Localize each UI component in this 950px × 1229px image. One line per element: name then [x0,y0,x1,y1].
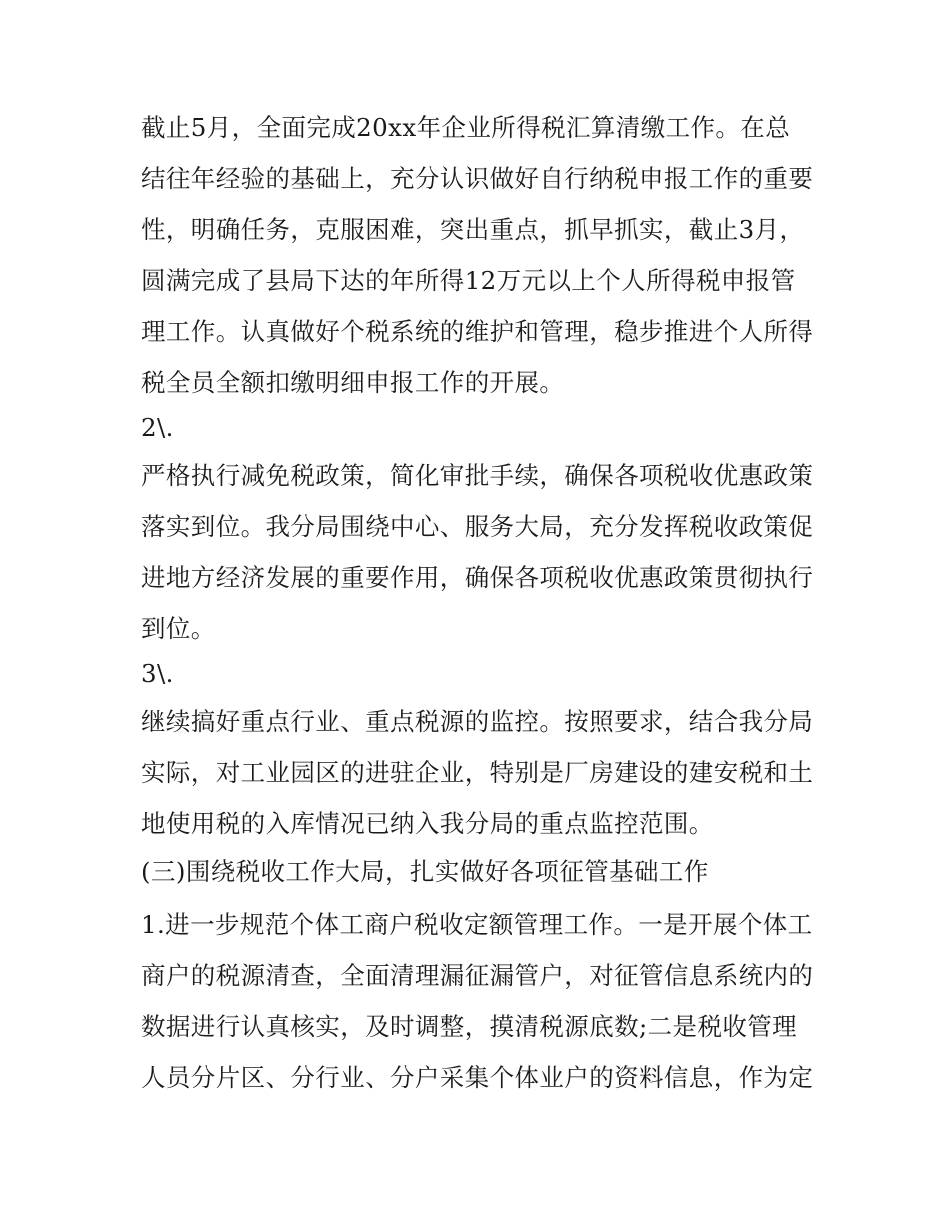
text-line: 数据进行认真核实，及时调整，摸清税源底数;二是税收管理 [141,1012,798,1041]
text-line: 实际，对工业园区的进驻企业，特别是厂房建设的建安税和土 [141,758,814,787]
text-line: 落实到位。我分局围绕中心、服务大局，充分发挥税收政策促 [141,512,814,541]
text-line: 到位。 [141,614,216,643]
text-line: 商户的税源清查，全面清理漏征漏管户，对征管信息系统内的 [141,961,814,990]
text-line: 圆满完成了县局下达的年所得12万元以上个人所得税申报管 [141,266,796,295]
text-line: 人员分片区、分行业、分户采集个体业户的资料信息，作为定 [141,1063,814,1092]
section-number: 2\. [141,413,174,442]
text-line: 税全员全额扣缴明细申报工作的开展。 [141,368,565,397]
text-line: 进地方经济发展的重要作用，确保各项税收优惠政策贯彻执行 [141,563,814,592]
text-line: 1.进一步规范个体工商户税收定额管理工作。一是开展个体工 [141,910,813,939]
text-line: 严格执行减免税政策，简化审批手续，确保各项税收优惠政策 [141,461,814,490]
text-line: 性，明确任务，克服困难，突出重点，抓早抓实，截止3月， [141,215,805,244]
section-number: 3\. [141,659,174,688]
text-line: 继续搞好重点行业、重点税源的监控。按照要求，结合我分局 [141,707,814,736]
text-line: 理工作。认真做好个税系统的维护和管理，稳步推进个人所得 [141,317,814,346]
section-heading: (三)围绕税收工作大局，扎实做好各项征管基础工作 [141,857,709,886]
text-line: 地使用税的入库情况已纳入我分局的重点监控范围。 [141,809,714,838]
text-line: 结往年经验的基础上，充分认识做好自行纳税申报工作的重要 [141,164,814,193]
text-line: 截止5月，全面完成20xx年企业所得税汇算清缴工作。在总 [141,113,791,142]
